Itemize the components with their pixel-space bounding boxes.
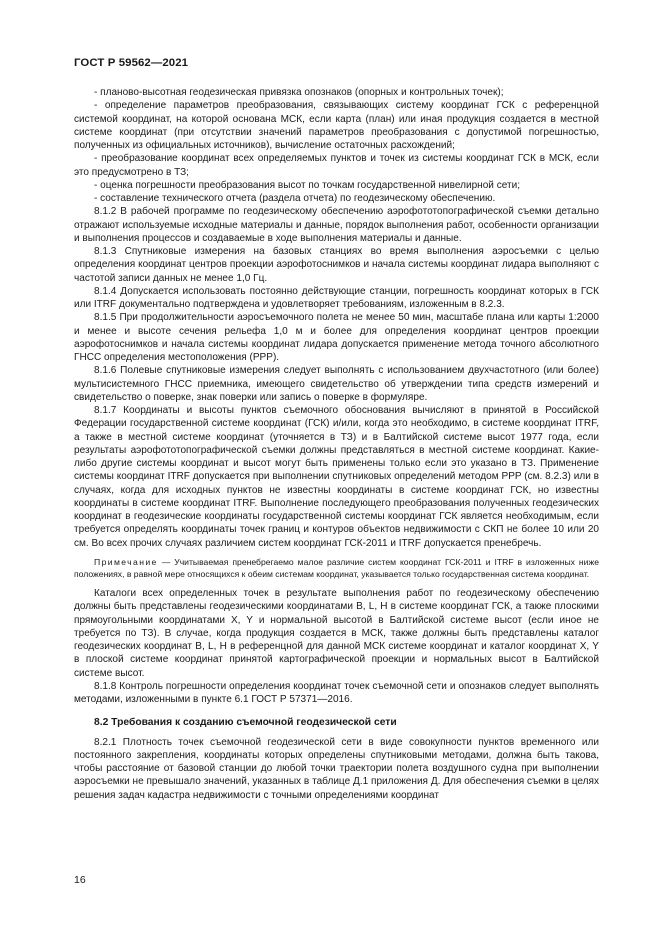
note-block — [74, 556, 599, 580]
paragraph-8-1-7: 8.1.7 Координаты и высоты пунктов съемочного обоснования вычисляют в принятой в Российской Федерации государственной системе координат (ГСК) и/или, когда это необходимо, в системе координат ITRF, а также в местной системе координат (уточняется в ТЗ) и в Балтийской системе высот 1977 года, если результаты аэрофототопографической съемки должны представляться в местной системе координат. Какие-либо другие системы координат и высот могут быть применены только если это указано в ТЗ. Применение системы координат ITRF допускается при выполнении спутниковых определений методом PPP (см. 8.2.3) или в случаях, когда для исходных пунктов не известны координаты в системе координат ГСК, но известны координаты в системе координат ITRF. Выполнение последующего преобразования полученных геодезических координат в геодезические координаты государственной системы координат ГСК является необходимым, если требуется определять координаты точек границ и контуров объектов недвижимости с СКП не более 10 или 20 см. Во всех прочих случаях различием систем координат ГСК-2011 и ITRF допускается пренебречь. — [74, 405, 599, 549]
document-header: ГОСТ Р 59562—2021 — [74, 57, 189, 69]
note-text: — Учитываемая пренебрегаемо малое различие систем координат ГСК-2011 и ITRF в изложенных ниже положениях, в равной мере относящихся к обеим системам координат, указывается только государственная система координат. — [74, 556, 599, 579]
list-item: - преобразование координат всех определяемых пунктов и точек из системы координат ГСК в МСК, если это предусмотрено в ТЗ; — [74, 153, 599, 178]
paragraph-8-2-1: 8.2.1 Плотность точек съемочной геодезической сети в виде совокупности пунктов временного или постоянного закрепления, координаты которых определены спутниковыми методами, должна быть такова, чтобы расстояние от базовой станции до любой точки траектории полета воздушного судна при выполнении аэросъемки не превышало значений, указанных в таблице Д.1 приложения Д. Для обеспечения съемки в целях решения задач кадастра недвижимости с точными определениями координат — [74, 736, 599, 801]
page-number: 16 — [74, 874, 86, 886]
note-label: Примечание — [94, 556, 158, 567]
paragraph-8-1-8: 8.1.8 Контроль погрешности определения координат точек съемочной сети и опознаков следует выполнять методами, изложенными в пункте 6.1 ГОСТ Р 57371—2016. — [74, 680, 599, 706]
document-body — [74, 86, 599, 802]
list-item: - определение параметров преобразования, связывающих систему координат ГСК с референцной системой координат, на которой основана МСК, если карта (план) или иная продукция создается в местной системе координат (при отсутствии значений параметров преобразования с допустимой погрешностью, полученных из официальных источников), вычисление остаточных расхождений; — [74, 100, 599, 151]
paragraph-8-1-6: 8.1.6 Полевые спутниковые измерения следует выполнять с использованием двухчастотного (или более) мультисистемного ГНСС приемника, имеющего свидетельство об утверждении типа средств измерений и свидетельство о поверке, знак поверки или запись о поверке в формуляре. — [74, 365, 599, 403]
paragraph-8-1-5: 8.1.5 При продолжительности аэросъемочного полета не менее 50 мин, масштабе плана или карты 1:2000 и менее и высоте сечения рельефа 1,0 м и более для определения координат центров проекции аэрофотоснимков и начала системы координат лидара допускается применение метода точного абсолютного ГНСС определения местоположения (PPP). — [74, 312, 599, 363]
list-item: - составление технического отчета (раздела отчета) по геодезическому обеспечению. — [94, 193, 496, 204]
section-title: 8.2 Требования к созданию съемочной геодезической сети — [94, 717, 397, 729]
paragraph-catalogs: Каталоги всех определенных точек в результате выполнения работ по геодезическому обеспечению должны быть представлены геодезическими координатами B, L, H в системе координат ГСК, а также плоскими прямоугольными координатами X, Y и нормальной высотой в Балтийской системе высот (если иное не требуется по ТЗ). В случае, когда продукция создается в МСК, также должны быть представлены каталог геодезических координат B, L, H в референцной для данной МСК системе координат и каталог координат X, Y в плоской системе координат принятой картографической проекции и нормальных высот в Балтийской системе высот. — [74, 588, 599, 679]
list-item: - оценка погрешности преобразования высот по точкам государственной нивелирной сети; — [94, 179, 520, 191]
paragraph-8-1-2: 8.1.2 В рабочей программе по геодезическому обеспечению аэрофототопографической съемки детально отражают используемые исходные материалы и данные, порядок выполнения работ, особенности организации и выполнения процессов и создаваемые в ходе выполнения материалы и данные. — [74, 206, 599, 244]
paragraph-8-1-4: 8.1.4 Допускается использовать постоянно действующие станции, погрешность координат которых в ГСК или ITRF документально подтверждена и удовлетворяет требованиям, изложенным в 8.2.3. — [74, 285, 599, 310]
list-item: - планово-высотная геодезическая привязка опознаков (опорных и контрольных точек); — [94, 87, 504, 98]
paragraph-8-1-3: 8.1.3 Спутниковые измерения на базовых станциях во время выполнения аэросъемки с целью определения координат центров проекции аэрофотоснимков и начала системы координат лидара выполняют с частотой записи данных не менее 1,0 Гц. — [74, 246, 599, 284]
